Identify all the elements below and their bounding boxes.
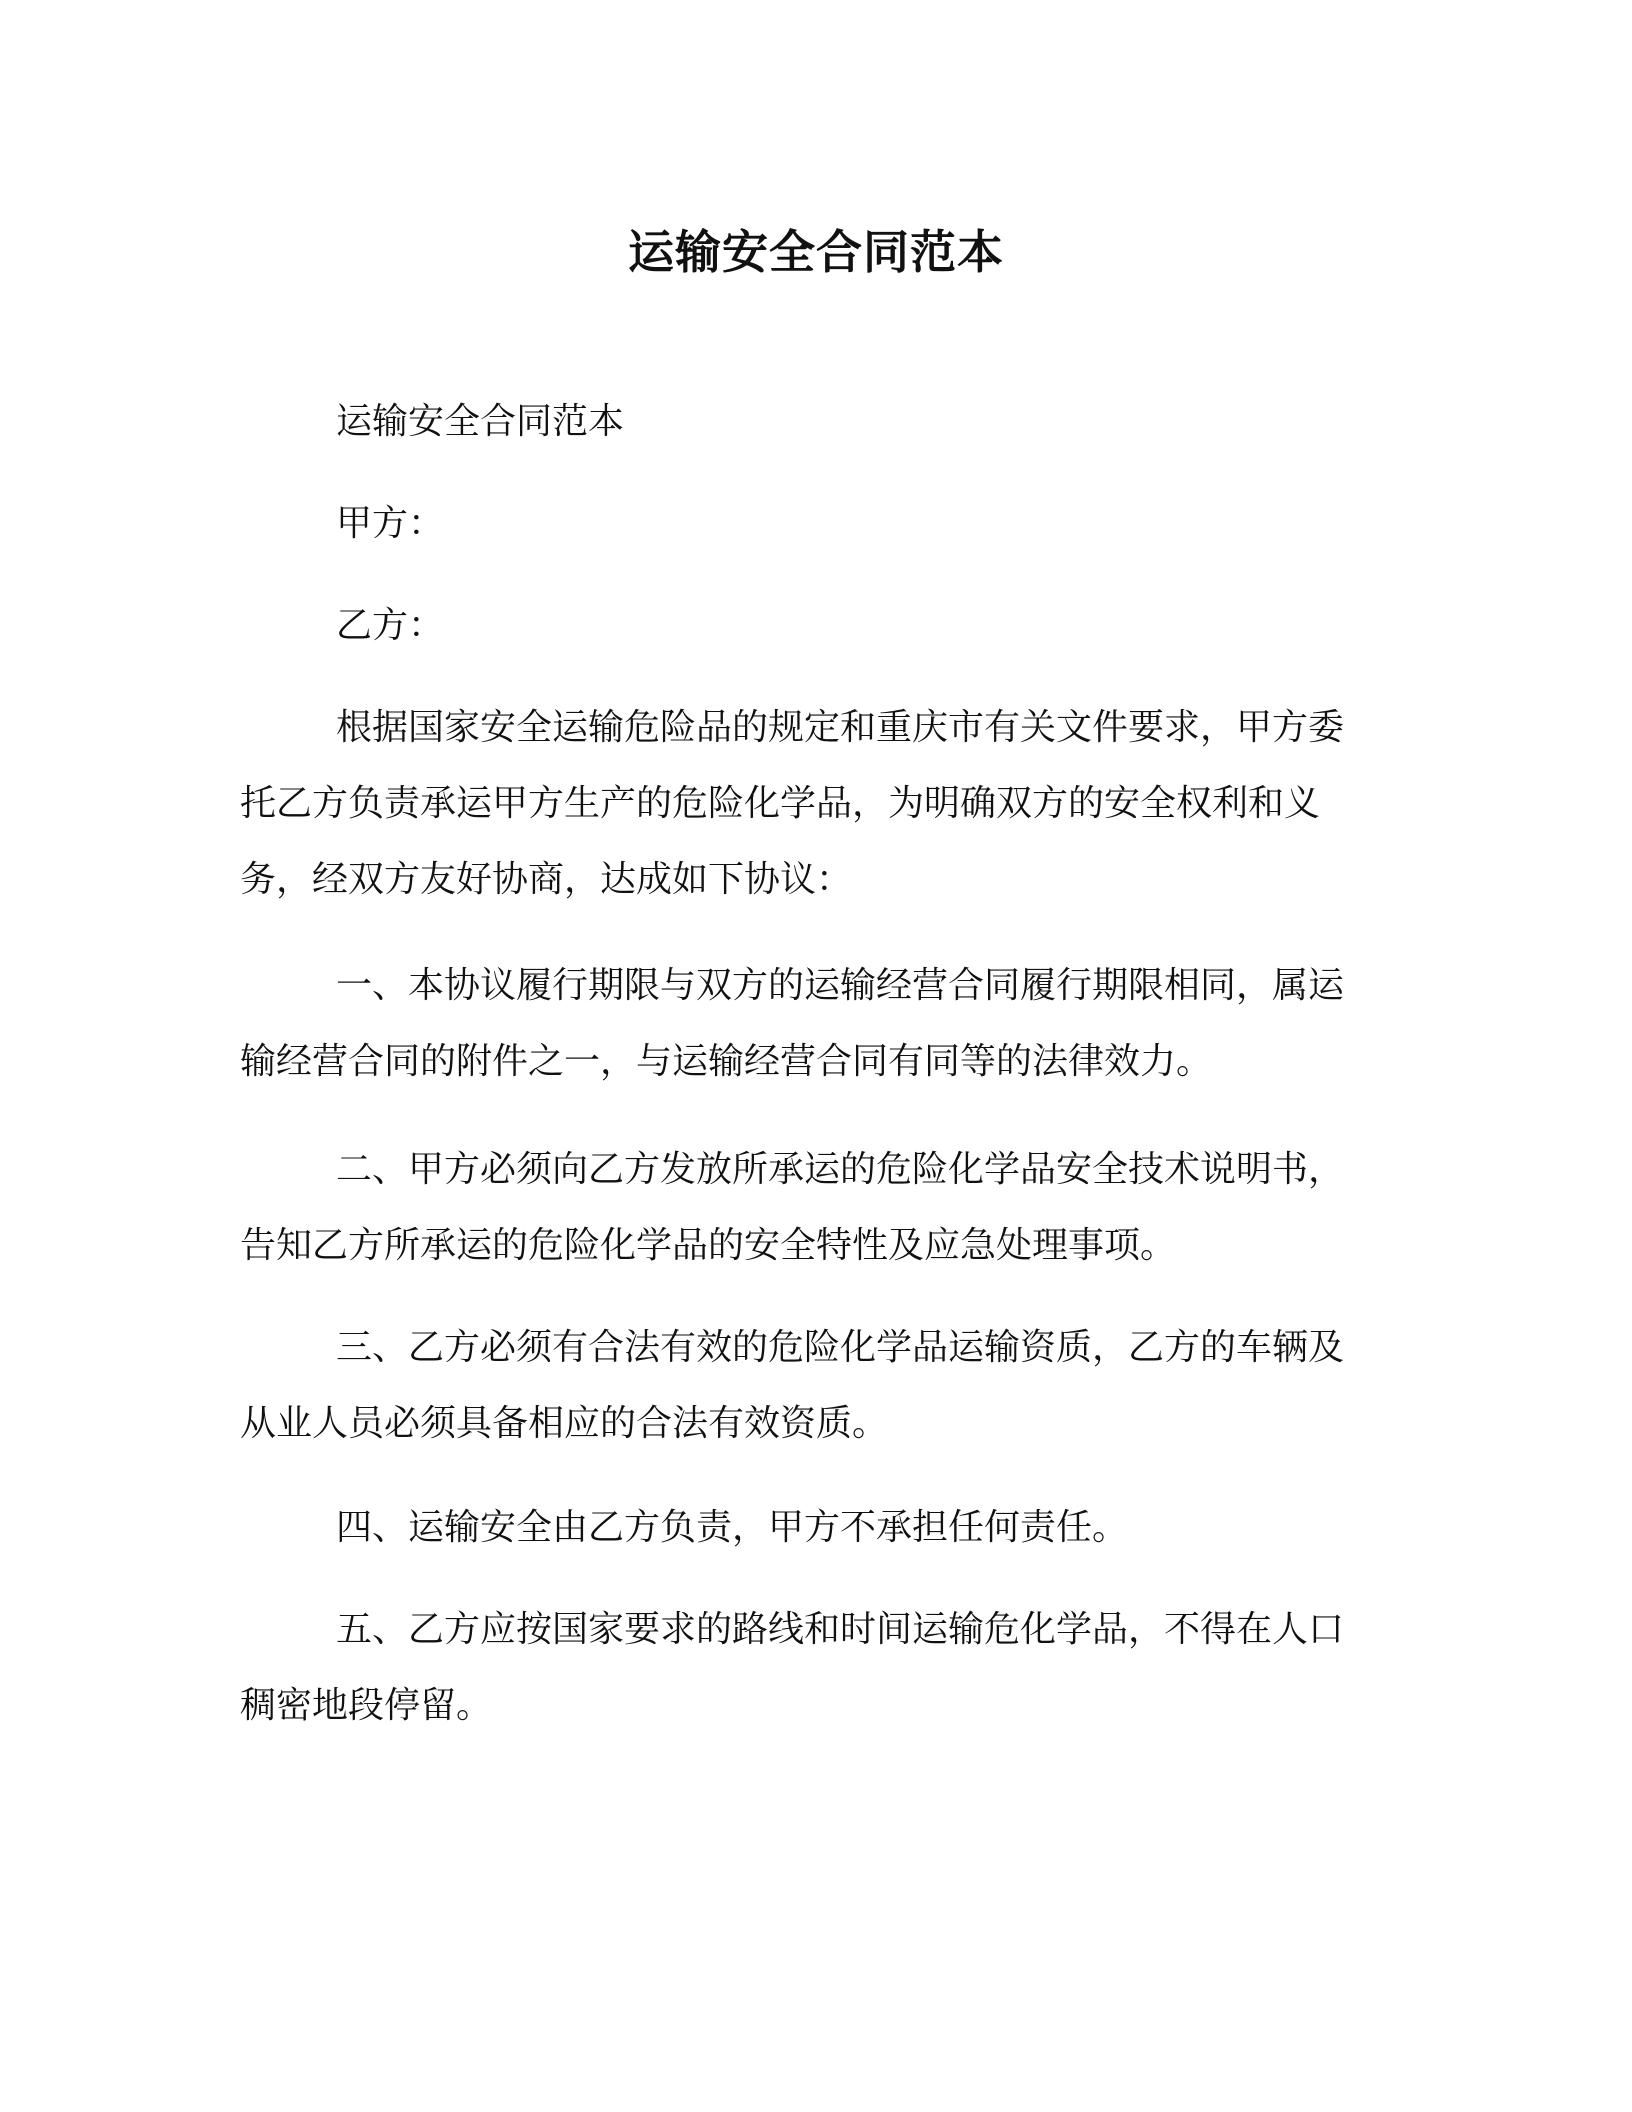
- document-title: 运输安全合同范本: [628, 225, 1004, 279]
- paragraph-line: 二、甲方必须向乙方发放所承运的危险化学品安全技术说明书，: [336, 1149, 1345, 1190]
- paragraph-line: 托乙方负责承运甲方生产的危险化学品，为明确双方的安全权利和义: [240, 783, 1321, 824]
- paragraph-line: 稠密地段停留。: [240, 1685, 493, 1726]
- paragraph-line: 从业人员必须具备相应的合法有效资质。: [240, 1403, 889, 1444]
- paragraph-line: 一、本协议履行期限与双方的运输经营合同履行期限相同，属运: [336, 965, 1345, 1006]
- party-a-label: 甲方：: [336, 503, 445, 544]
- party-b-label: 乙方：: [336, 605, 445, 646]
- paragraph-line: 根据国家安全运输危险品的规定和重庆市有关文件要求，甲方委: [336, 707, 1345, 748]
- document-subtitle: 运输安全合同范本: [336, 401, 625, 442]
- paragraph-line: 五、乙方应按国家要求的路线和时间运输危化学品，不得在人口: [336, 1609, 1345, 1650]
- paragraph-line: 三、乙方必须有合法有效的危险化学品运输资质，乙方的车辆及: [336, 1327, 1345, 1368]
- paragraph-line: 告知乙方所承运的危险化学品的安全特性及应急处理事项。: [240, 1225, 1177, 1266]
- document-body: [240, 0, 1380, 2112]
- paragraph-line: 四、运输安全由乙方负责，甲方不承担任何责任。: [336, 1507, 1129, 1548]
- paragraph-line: 务，经双方友好协商，达成如下协议：: [240, 859, 853, 900]
- paragraph-line: 输经营合同的附件之一，与运输经营合同有同等的法律效力。: [240, 1041, 1213, 1082]
